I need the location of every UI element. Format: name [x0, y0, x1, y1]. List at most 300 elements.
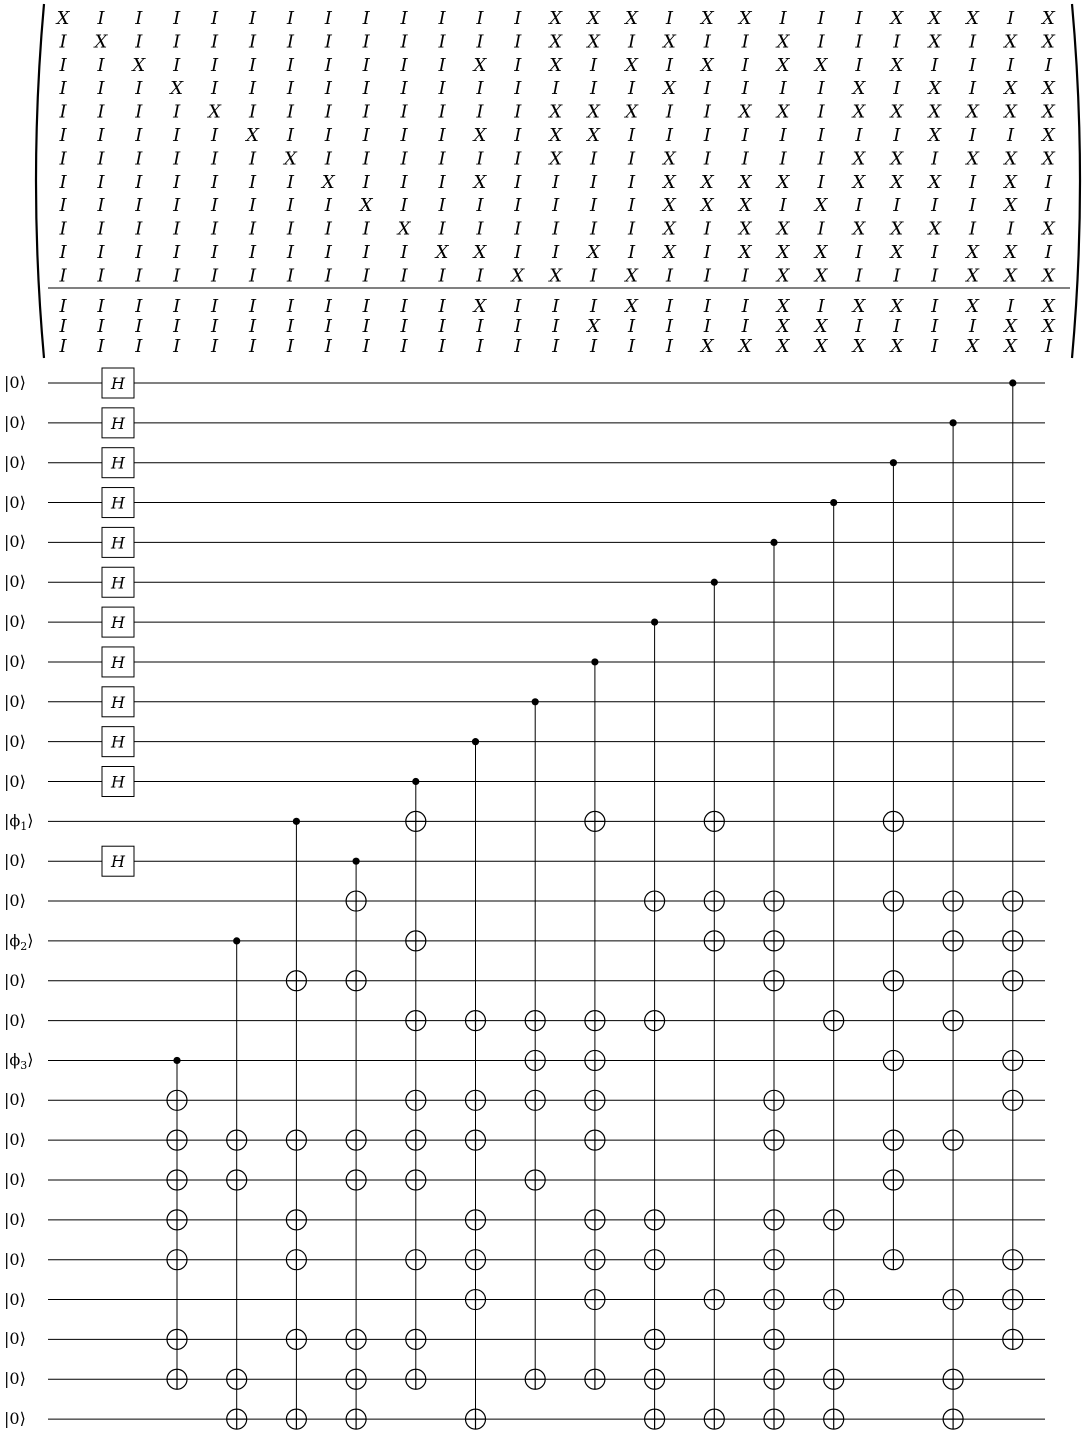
matrix-cell: I — [552, 242, 560, 263]
ket-text: |0⟩ — [4, 1010, 26, 1030]
ket-text: |0⟩ — [4, 691, 26, 711]
matrix-cell: I — [665, 101, 673, 123]
matrix-cell: I — [324, 78, 332, 100]
matrix-cell: I — [741, 148, 749, 170]
hadamard-gate-label: H — [111, 772, 125, 792]
matrix-cell: I — [969, 31, 977, 53]
cnot-target — [824, 1369, 844, 1389]
matrix-cell: X — [700, 171, 714, 193]
matrix-right-paren — [1072, 4, 1080, 358]
cnot-target — [943, 1409, 963, 1429]
matrix-cell: X — [852, 336, 866, 357]
matrix-cell: I — [97, 296, 105, 317]
matrix-cell: X — [1004, 336, 1017, 357]
cnot-target — [645, 1210, 665, 1230]
cnot-target — [943, 1011, 963, 1031]
matrix-cell: X — [928, 171, 942, 193]
matrix-cell: X — [549, 265, 563, 287]
matrix-cell: I — [248, 31, 257, 53]
wire-ket-label — [4, 1249, 44, 1269]
matrix-cell: I — [741, 125, 749, 146]
cnot-target — [346, 1170, 366, 1190]
wire-ket-label — [4, 1132, 44, 1148]
matrix-cell: I — [135, 316, 143, 337]
matrix-cell: X — [1004, 31, 1017, 53]
matrix-cell: X — [890, 148, 904, 170]
matrix-cell: I — [286, 31, 294, 53]
matrix-cell: I — [400, 242, 408, 263]
cnot-target — [525, 1369, 545, 1389]
matrix-cell: X — [852, 218, 866, 240]
matrix-cell: I — [324, 148, 332, 170]
matrix-cell: I — [135, 336, 143, 357]
matrix-cell: I — [969, 316, 977, 337]
cnot-target — [167, 1250, 187, 1270]
matrix-cell: X — [776, 265, 790, 287]
cnot-target — [167, 1170, 187, 1190]
matrix-cell: I — [97, 78, 105, 100]
matrix-cell: X — [814, 265, 828, 287]
matrix-cell: X — [890, 171, 904, 193]
matrix-cell: I — [135, 218, 143, 240]
matrix-cell: I — [135, 171, 143, 193]
matrix-cell: X — [738, 336, 752, 357]
matrix-cell: X — [966, 8, 980, 29]
cnot-target — [883, 1050, 903, 1070]
cnot-target — [286, 1130, 306, 1150]
matrix-cell: I — [969, 54, 977, 76]
ket-close: ⟩ — [27, 930, 34, 950]
cnot-target — [943, 1290, 963, 1310]
control-dot — [651, 619, 658, 626]
matrix-cell: I — [1044, 195, 1052, 217]
cnot-target — [346, 1130, 366, 1150]
matrix-cell: I — [211, 31, 219, 53]
matrix-cell: I — [476, 336, 484, 357]
matrix-cell: X — [928, 218, 942, 240]
matrix-cell: I — [173, 195, 181, 217]
wire-ket-label — [4, 412, 44, 432]
matrix-cell: X — [700, 54, 714, 76]
wire-ket-label — [4, 970, 44, 990]
matrix-cell: I — [552, 336, 560, 357]
matrix-cell: X — [966, 296, 980, 317]
matrix-cell: I — [590, 148, 598, 170]
cnot-target — [1003, 931, 1023, 951]
matrix-cell: X — [814, 316, 828, 337]
matrix-cell: X — [928, 125, 942, 146]
matrix-cell: I — [324, 316, 332, 337]
matrix-cell: I — [931, 265, 939, 287]
matrix-cell: I — [248, 54, 257, 76]
matrix-cell: X — [549, 125, 563, 146]
matrix-cell: I — [855, 8, 863, 29]
matrix-cell: X — [473, 171, 487, 193]
hadamard-gate-label: H — [111, 493, 125, 513]
cnot-target — [943, 1369, 963, 1389]
cnot-target — [585, 1369, 605, 1389]
matrix-cell: I — [324, 31, 332, 53]
matrix-cell: X — [511, 265, 525, 287]
cnot-target — [943, 931, 963, 951]
ket-text: |0⟩ — [4, 1369, 26, 1389]
control-dot — [950, 419, 957, 426]
matrix-cell: I — [286, 125, 294, 146]
matrix-cell: I — [703, 148, 711, 170]
cnot-target — [466, 1409, 486, 1429]
matrix-cell: I — [665, 336, 673, 357]
wire-ket-label — [4, 574, 44, 590]
hadamard-gate-label: H — [111, 573, 125, 593]
ket-text: |ϕ — [4, 1050, 21, 1070]
matrix-cell: I — [476, 195, 484, 217]
matrix-cell: X — [587, 242, 601, 263]
cnot-target — [585, 1250, 605, 1270]
matrix-cell: X — [776, 101, 790, 123]
matrix-cell: I — [703, 265, 711, 287]
matrix-cell: I — [931, 195, 939, 217]
matrix-cell: X — [662, 148, 676, 170]
matrix-cell: X — [587, 31, 601, 53]
matrix-cell: X — [738, 218, 752, 240]
ket-subscript: 3 — [20, 1059, 28, 1073]
matrix-cell: I — [817, 78, 825, 100]
matrix-cell: I — [665, 125, 673, 146]
matrix-cell: X — [776, 54, 790, 76]
matrix-cell: I — [135, 296, 143, 317]
matrix-cell: X — [852, 171, 866, 193]
matrix-cell: I — [741, 78, 749, 100]
matrix-cell: I — [286, 78, 294, 100]
cnot-target — [645, 1369, 665, 1389]
matrix-cell: X — [587, 316, 601, 337]
matrix-cell: I — [476, 8, 484, 29]
wire-ket-label — [4, 651, 44, 671]
wire-ket-label — [4, 771, 44, 791]
matrix-cell: I — [627, 242, 636, 263]
cnot-target — [227, 1369, 247, 1389]
matrix-cell: I — [248, 148, 257, 170]
matrix-cell: X — [662, 195, 676, 217]
matrix-cell: X — [473, 242, 487, 263]
matrix-cell: X — [738, 195, 752, 217]
wire-ket-label — [4, 1371, 44, 1387]
matrix-cell: I — [893, 265, 901, 287]
matrix-cell: X — [1041, 265, 1055, 287]
cnot-target — [824, 1011, 844, 1031]
cnot-target — [346, 1369, 366, 1389]
matrix-cell: X — [1041, 218, 1055, 240]
matrix-cell: I — [476, 78, 484, 100]
control-dot — [233, 937, 240, 944]
matrix-cell: I — [438, 78, 446, 100]
matrix-cell: I — [97, 218, 105, 240]
matrix-cell: X — [814, 336, 828, 357]
matrix-left-paren — [36, 4, 44, 358]
matrix-cell: I — [741, 265, 749, 287]
matrix-cell: I — [324, 195, 332, 217]
matrix-cell: I — [362, 171, 370, 193]
matrix-cell: I — [97, 54, 105, 76]
matrix-cell: I — [248, 316, 257, 337]
matrix-cell: I — [211, 125, 219, 146]
matrix-cell: I — [97, 242, 105, 263]
matrix-cell: X — [776, 316, 790, 337]
matrix-cell: I — [703, 316, 711, 337]
matrix-cell: I — [173, 218, 181, 240]
wire-ket-label — [4, 492, 44, 512]
matrix-cell: I — [779, 8, 787, 29]
matrix-cell: I — [514, 242, 522, 263]
matrix-cell: I — [741, 316, 749, 337]
cnot-target — [466, 1090, 486, 1110]
matrix-cell: I — [817, 31, 825, 53]
matrix-cell: I — [173, 8, 181, 29]
matrix-cell: X — [890, 218, 904, 240]
ket-text: |0⟩ — [4, 452, 26, 472]
matrix-cell: I — [173, 31, 181, 53]
control-dot — [1009, 379, 1016, 386]
matrix-cell: I — [627, 78, 636, 100]
cnot-target — [764, 1090, 784, 1110]
cnot-target — [346, 971, 366, 991]
matrix-cell: X — [966, 265, 980, 287]
matrix-cell: I — [211, 218, 219, 240]
ket-text: |ϕ — [4, 930, 21, 950]
matrix-cell: X — [625, 265, 638, 287]
matrix-cell: I — [97, 148, 105, 170]
matrix-cell: X — [776, 31, 790, 53]
matrix-cell: I — [211, 242, 219, 263]
cnot-target — [764, 1210, 784, 1230]
matrix-cell: X — [549, 54, 563, 76]
cnot-target — [883, 811, 903, 831]
matrix-cell: X — [1004, 316, 1017, 337]
matrix-cell: I — [59, 336, 67, 357]
matrix-cell: I — [59, 78, 67, 100]
matrix-cell: I — [855, 195, 863, 217]
matrix-cell: I — [627, 125, 636, 146]
matrix-cell: X — [359, 195, 373, 217]
matrix-cell: I — [514, 101, 522, 123]
matrix-cell: I — [135, 78, 143, 100]
matrix-cell: I — [627, 218, 636, 240]
cnot-target — [585, 811, 605, 831]
cnot-target — [585, 1290, 605, 1310]
matrix-cell: I — [248, 78, 257, 100]
cnot-target — [883, 1250, 903, 1270]
matrix-cell: X — [966, 148, 980, 170]
cnot-target — [406, 811, 426, 831]
matrix-cell: I — [286, 101, 294, 123]
matrix-cell: X — [966, 242, 980, 263]
matrix-cell: X — [1004, 78, 1017, 100]
cnot-target — [406, 1250, 426, 1270]
wire-ket-label — [4, 1331, 44, 1347]
matrix-cell: I — [59, 316, 67, 337]
matrix-cell: I — [286, 336, 294, 357]
matrix-cell: I — [286, 265, 294, 287]
matrix-cell: I — [552, 78, 560, 100]
cnot-target — [406, 1130, 426, 1150]
cnot-target — [1003, 1050, 1023, 1070]
control-dot — [173, 1057, 180, 1064]
matrix-cells — [55, 8, 1056, 357]
matrix-cell: I — [703, 218, 711, 240]
control-dot — [472, 738, 479, 745]
matrix-cell: I — [211, 336, 219, 357]
matrix-cell: I — [400, 8, 408, 29]
matrix-cell: I — [552, 316, 560, 337]
ket-text: |0⟩ — [4, 891, 26, 911]
matrix-cell: X — [814, 195, 828, 217]
matrix-cell: X — [738, 101, 752, 123]
wire-ket-label — [4, 1010, 44, 1030]
cnot-target — [645, 1329, 665, 1349]
matrix-cell: X — [662, 218, 676, 240]
ket-text: |0⟩ — [4, 532, 26, 552]
matrix-cell: I — [211, 78, 219, 100]
matrix-cell: X — [473, 54, 487, 76]
matrix-cell: I — [97, 316, 105, 337]
matrix-cell: I — [173, 101, 181, 123]
wire-ket-label — [4, 1289, 44, 1309]
matrix-cell: I — [931, 242, 939, 263]
matrix-cell: I — [817, 296, 825, 317]
cnot-target — [227, 1130, 247, 1150]
matrix-cell: X — [928, 101, 942, 123]
matrix-cell: I — [741, 31, 749, 53]
matrix-cell: I — [400, 195, 408, 217]
cnot-target — [466, 1011, 486, 1031]
ket-close: ⟩ — [27, 811, 34, 831]
matrix-cell: I — [97, 101, 105, 123]
matrix-cell: I — [703, 296, 711, 317]
matrix-cell: I — [590, 265, 598, 287]
matrix-cell: X — [928, 8, 942, 29]
ket-text: |0⟩ — [4, 612, 26, 632]
cnot-target — [346, 891, 366, 911]
matrix-cell: I — [855, 31, 863, 53]
matrix-cell: I — [552, 195, 560, 217]
matrix-cell: X — [587, 125, 601, 146]
matrix-cell: I — [1044, 336, 1052, 357]
cnot-target — [704, 811, 724, 831]
matrix-cell: I — [438, 265, 446, 287]
cnot-target — [167, 1369, 187, 1389]
matrix-cell: I — [893, 78, 901, 100]
matrix-cell: I — [438, 101, 446, 123]
matrix-cell: I — [59, 54, 67, 76]
matrix-cell: X — [321, 171, 335, 193]
matrix-cell: I — [703, 125, 711, 146]
matrix-cell: I — [855, 316, 863, 337]
matrix-cell: I — [514, 296, 522, 317]
wire-ket-label — [4, 691, 44, 711]
matrix-cell: I — [1044, 54, 1052, 76]
control-dot — [353, 858, 360, 865]
matrix-cell: I — [438, 125, 446, 146]
matrix-cell: I — [476, 101, 484, 123]
matrix-cell: X — [662, 171, 676, 193]
matrix-cell: I — [476, 31, 484, 53]
ket-text: |0⟩ — [4, 572, 26, 592]
matrix-cell: I — [438, 148, 446, 170]
cnot-target — [645, 891, 665, 911]
matrix-cell: I — [931, 54, 939, 76]
hadamard-gate-label: H — [111, 852, 125, 872]
matrix-cell: I — [362, 78, 370, 100]
ket-text: |0⟩ — [4, 373, 26, 392]
matrix-cell: I — [324, 54, 332, 76]
matrix-cell: I — [817, 125, 825, 146]
matrix-cell: X — [549, 31, 563, 53]
cnot-target — [824, 1210, 844, 1230]
matrix-cell: X — [738, 8, 752, 29]
cnot-target — [645, 1250, 665, 1270]
cnot-target — [704, 891, 724, 911]
cnot-target — [406, 1011, 426, 1031]
matrix-cell: I — [400, 54, 408, 76]
matrix-cell: I — [135, 265, 143, 287]
cnot-target — [525, 1090, 545, 1110]
matrix-cell: I — [1006, 296, 1015, 317]
matrix-cell: I — [779, 195, 787, 217]
control-dot — [770, 539, 777, 546]
matrix-cell: I — [438, 31, 446, 53]
wire-ket-label — [4, 731, 44, 751]
cnot-target — [764, 971, 784, 991]
matrix-cell: I — [969, 195, 977, 217]
hadamard-gate-label: H — [111, 533, 125, 553]
matrix-cell: I — [893, 31, 901, 53]
matrix-cell: I — [248, 296, 257, 317]
matrix-cell: I — [552, 171, 560, 193]
matrix-cell: I — [362, 316, 370, 337]
matrix-cell: I — [59, 218, 67, 240]
matrix-cell: X — [928, 31, 942, 53]
matrix-cell: I — [514, 78, 522, 100]
matrix-cell: I — [362, 336, 370, 357]
matrix-cell: X — [738, 242, 752, 263]
cnot-target — [764, 1369, 784, 1389]
matrix-cell: X — [56, 8, 70, 29]
matrix-cell: X — [700, 195, 714, 217]
matrix-cell: I — [211, 265, 219, 287]
matrix-cell: I — [627, 336, 636, 357]
matrix-cell: I — [135, 8, 143, 29]
matrix-cell: I — [817, 218, 825, 240]
cnot-target — [286, 971, 306, 991]
matrix-cell: X — [473, 125, 487, 146]
matrix-cell: I — [779, 148, 787, 170]
matrix-cell: I — [135, 125, 143, 146]
matrix-cell: I — [514, 195, 522, 217]
matrix-cell: X — [700, 336, 714, 357]
matrix-cell: I — [627, 316, 636, 337]
matrix-cell: I — [286, 195, 294, 217]
matrix-cell: X — [890, 296, 904, 317]
cnot-target — [1003, 891, 1023, 911]
matrix-cell: I — [438, 195, 446, 217]
matrix-cell: I — [514, 171, 522, 193]
cnot-target — [764, 891, 784, 911]
matrix-cell: X — [776, 218, 790, 240]
cnot-target — [286, 1210, 306, 1230]
matrix-cell: I — [817, 101, 825, 123]
ket-text: |0⟩ — [4, 970, 26, 990]
hadamard-gate-label: H — [111, 374, 125, 393]
